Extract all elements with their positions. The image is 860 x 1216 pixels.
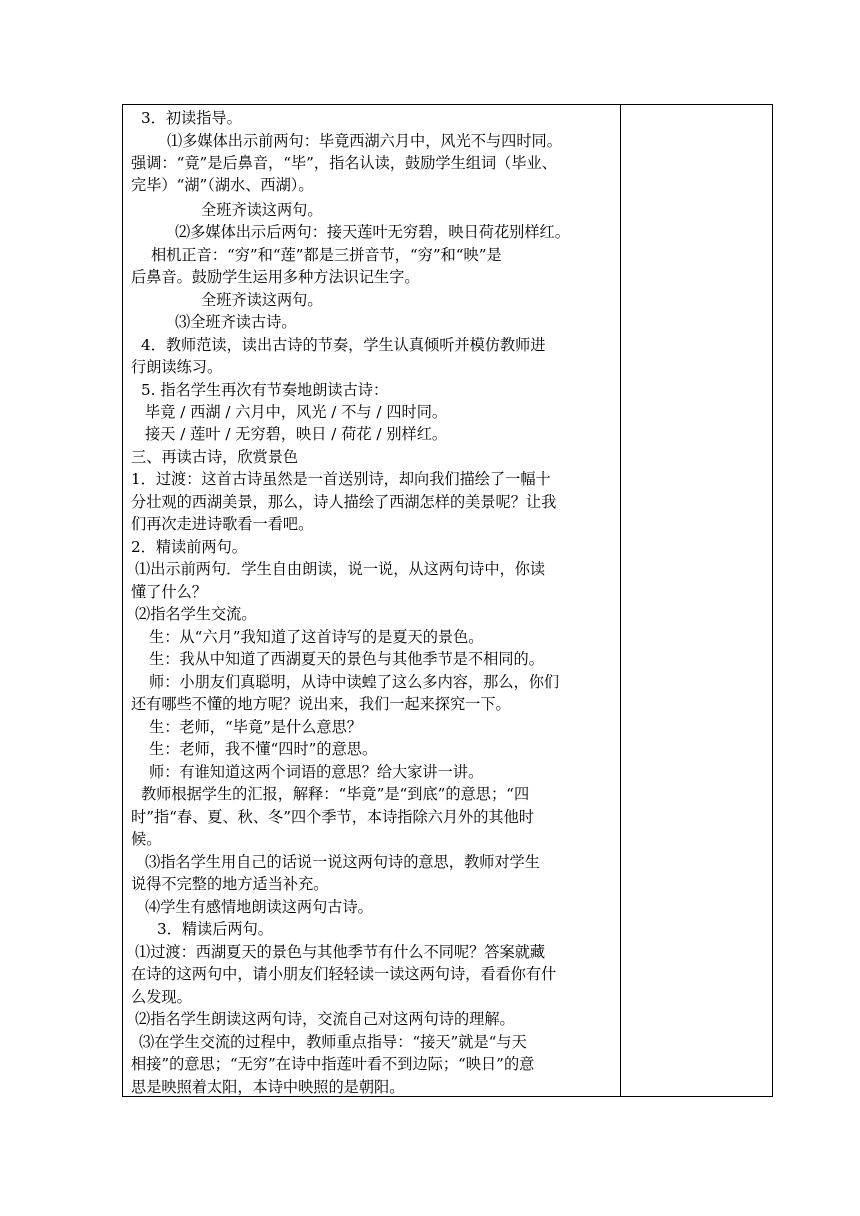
text-line: 完毕）“湖”（湖水、西湖）。 — [131, 176, 314, 194]
text-line: 强调：“竟”是后鼻音，“毕”，指名认读，鼓励学生组词（毕业、 — [131, 154, 557, 172]
notes-cell — [621, 105, 773, 1096]
text-line: 候。 — [131, 830, 162, 848]
text-line: 接天 / 莲叶 / 无穷碧，映日 / 荷花 / 别样红。 — [145, 425, 448, 443]
text-line: 思是映照着太阳，本诗中映照的是朝阳。 — [131, 1078, 405, 1096]
text-line: ⑶在学生交流的过程中，教师重点指导：“接天”就是“与天 — [139, 1033, 527, 1051]
text-line: 师：有谁知道这两个词语的意思？给大家讲一讲。 — [149, 763, 484, 781]
text-line: 在诗的这两句中，请小朋友们轻轻读一读这两句诗，看看你有什 — [131, 965, 557, 983]
text-line: ⑴出示前两句．学生自由朗读，说一说，从这两句诗中，你读 — [135, 560, 546, 578]
text-line: 4．教师范读，读出古诗的节奏，学生认真倾听并模仿教师进 — [141, 336, 546, 354]
text-line: 生：老师，“毕竟”是什么意思？ — [149, 718, 362, 736]
section-heading: 三、再读古诗，欣赏景色 — [131, 448, 299, 466]
text-line: 生：老师，我不懂“四时”的意思。 — [149, 740, 378, 758]
text-line: 1．过渡：这首古诗虽然是一首送别诗，却向我们描绘了一幅十 — [131, 470, 551, 488]
text-line: 5. 指名学生再次有节奏地朗读古诗： — [141, 381, 389, 399]
text-line: 3．初读指导。 — [141, 109, 242, 127]
text-line: ⑶全班齐读古诗。 — [175, 313, 297, 331]
text-line: 分壮观的西湖美景，那么，诗人描绘了西湖怎样的美景呢？让我 — [131, 493, 557, 511]
text-line: ⑶指名学生用自己的话说一说这两句诗的意思，教师对学生 — [145, 853, 540, 871]
text-line: 生：从“六月”我知道了这首诗写的是夏天的景色。 — [149, 628, 484, 646]
text-line: 2．精读前两句。 — [131, 538, 247, 556]
text-line: 相接”的意思；“无穷”在诗中指莲叶看不到边际；“映日”的意 — [131, 1055, 535, 1073]
text-line: 们再次走进诗歌看一看吧。 — [131, 515, 314, 533]
text-line: 行朗读练习。 — [131, 358, 223, 376]
text-line: 全班齐读这两句。 — [201, 201, 323, 219]
text-line: 懂了什么？ — [131, 583, 207, 601]
text-line: 时”指“春、夏、秋、冬”四个季节，本诗指除六月外的其他时 — [131, 808, 534, 826]
text-line: 全班齐读这两句。 — [201, 291, 323, 309]
text-line: ⑵指名学生朗读这两句诗，交流自己对这两句诗的理解。 — [135, 1010, 515, 1028]
text-line: ⑷学生有感情地朗读这两句古诗。 — [145, 898, 373, 916]
text-line: 后鼻音。鼓励学生运用多种方法识记生字。 — [131, 268, 420, 286]
text-line: ⑵指名学生交流。 — [135, 605, 257, 623]
text-line: 毕竟 / 西湖 / 六月中，风光 / 不与 / 四时同。 — [145, 403, 448, 421]
text-line: 说得不完整的地方适当补充。 — [131, 875, 329, 893]
text-line: 教师根据学生的汇报，解释：“毕竟”是“到底”的意思；“四 — [141, 785, 530, 803]
lesson-table — [122, 104, 773, 1097]
text-line: 么发现。 — [131, 988, 192, 1006]
text-line: ⑴过渡：西湖夏天的景色与其他季节有什么不同呢？答案就藏 — [135, 943, 546, 961]
text-line: ⑴多媒体出示前两句：毕竟西湖六月中，风光不与四时同。 — [167, 132, 562, 150]
text-line: 生：我从中知道了西湖夏天的景色与其他季节是不相同的。 — [149, 650, 544, 668]
text-line: 3．精读后两句。 — [157, 920, 273, 938]
text-line: 还有哪些不懂的地方呢？说出来，我们一起来探究一下。 — [131, 695, 511, 713]
text-line: 师：小朋友们真聪明，从诗中读蝗了这么多内容，那么，你们 — [149, 673, 560, 691]
text-line: 相机正音：“穷”和“莲”都是三拼音节，“穷”和“映”是 — [151, 246, 502, 264]
text-line: ⑵多媒体出示后两句：接天莲叶无穷碧，映日荷花别样红。 — [175, 223, 570, 241]
